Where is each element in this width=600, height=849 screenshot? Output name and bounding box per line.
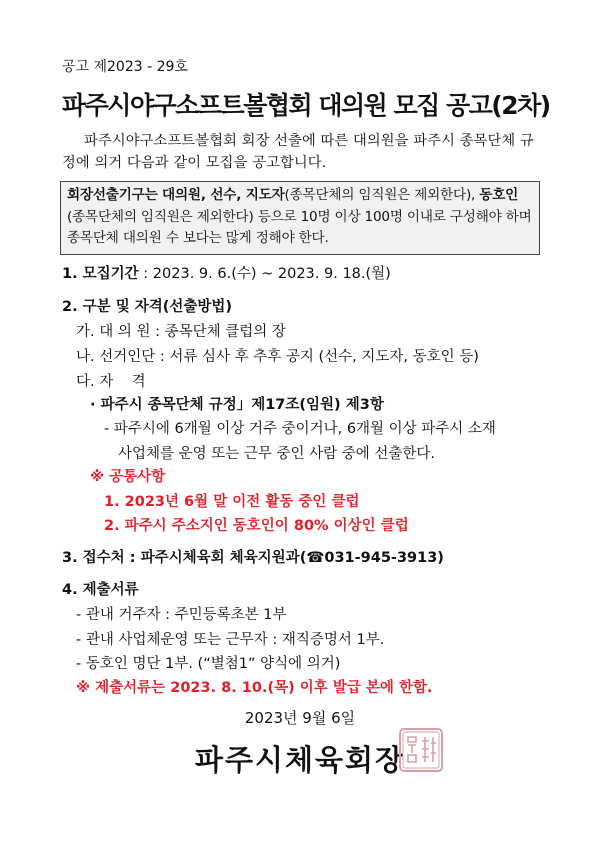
issuer-name: 파주시체육회장 (194, 743, 406, 777)
section-1-value: : 2023. 9. 6.(수) ~ 2023. 9. 18.(월) (138, 266, 391, 282)
common-requirement-2: 2. 파주시 주소지인 동호인이 80% 이상인 클럽 (104, 518, 409, 534)
rule-box-line-1-rest: (종목단체의 임직원은 제외한다), (284, 187, 480, 203)
rule-box-line-1-bold: 회장선출기구는 대의원, 선수, 지도자 (67, 187, 285, 203)
rule-box-line-1-bold-2: 동호인 (479, 187, 519, 203)
issue-date: 2023년 9월 6일 (244, 709, 356, 727)
section-recruit-period (62, 262, 391, 283)
section-3-label: 3. 접수처 (62, 550, 125, 566)
section-2-rule-line-1: - 파주시에 6개월 이상 거주 중이거나, 6개월 이상 파주시 소재 (104, 421, 496, 437)
official-seal-icon (398, 727, 444, 773)
document-item-1: - 관내 거주자 : 주민등록초본 1부 (76, 607, 287, 623)
intro-paragraph: 파주시야구소프트볼협회 회장 선출에 따른 대의원을 파주시 종목단체 규정에 의거 다음과 같이 모집을 공고합니다. (62, 133, 534, 171)
section-2-item-da: 다. 자 격 (76, 374, 146, 390)
common-requirement-1: 1. 2023년 6월 말 이전 활동 중인 클럽 (104, 494, 360, 510)
rule-box-line-2: (종목단체의 임직원은 제외한다) 등으로 10명 이상 100명 이내로 구성해야 하며 (67, 208, 532, 225)
document-item-3: - 동호인 명단 1부. (“별첨1” 양식에 의거) (76, 656, 341, 672)
section-2-rule-line-2: 사업체를 운영 또는 근무 중인 사람 중에 선출한다. (118, 446, 436, 462)
common-requirements-title: ※ 공통사항 (90, 469, 166, 485)
section-4-label: 4. 제출서류 (62, 582, 139, 598)
section-2-item-na: 나. 선거인단 : 서류 심사 후 추후 공지 (선수, 지도자, 동호인 등) (76, 349, 479, 365)
rule-box-line-3: 종목단체 대의원 수 보다는 많게 정해야 한다. (67, 230, 329, 246)
section-2-item-ga: 가. 대 의 원 : 종목단체 클럽의 장 (76, 324, 286, 340)
section-3-value: : 파주시체육회 체육지원과(☎031-945-3913) (124, 550, 444, 566)
section-reception (62, 546, 444, 567)
election-rule-box (60, 181, 540, 255)
section-2-label: 2. 구분 및 자격(선출방법) (62, 299, 233, 315)
section-2-rule-reference: · 파주시 종목단체 규정」제17조(임원) 제3항 (90, 397, 384, 413)
document-item-2: - 관내 사업체운영 또는 근무자 : 재직증명서 1부. (76, 632, 385, 648)
document-note: ※ 제출서류는 2023. 8. 10.(목) 이후 발급 본에 한함. (76, 680, 433, 696)
section-1-label: 1. 모집기간 (62, 266, 139, 282)
notice-number: 공고 제2023 - 29호 (62, 59, 188, 75)
page-title: 파주시야구소프트볼협회 대의원 모집 공고(2차) (62, 91, 550, 120)
rule-box-line-1 (67, 185, 533, 207)
